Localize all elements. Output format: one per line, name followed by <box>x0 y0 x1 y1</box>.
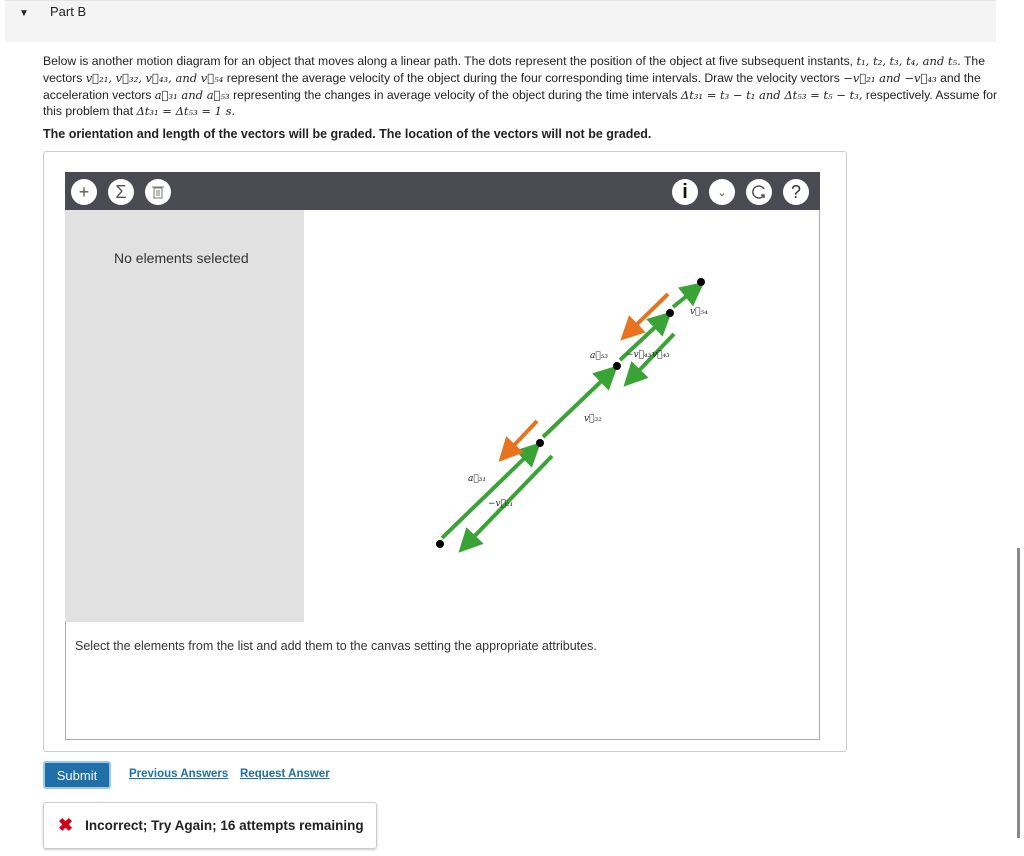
label-v32: v⃗₃₂ <box>584 414 602 424</box>
submit-button[interactable]: Submit <box>43 761 111 789</box>
help-icon[interactable]: ? <box>783 179 809 205</box>
label-neg-v21: −v⃗₂₁ <box>488 499 514 509</box>
collapse-triangle-icon[interactable]: ▼ <box>19 8 29 19</box>
element-sidebar <box>65 210 304 622</box>
feedback-text: Incorrect; Try Again; 16 attempts remaining <box>85 818 364 833</box>
motion-diagram[interactable] <box>406 263 722 578</box>
label-v54: v⃗₅₄ <box>690 307 708 317</box>
chevron-down-icon[interactable]: ⌄ <box>709 179 735 205</box>
request-answer-link[interactable]: Request Answer <box>240 768 330 780</box>
label-v43: v⃗₄₃ <box>652 350 670 360</box>
incorrect-icon: ✖ <box>58 815 74 835</box>
position-dot-3 <box>613 362 621 370</box>
previous-answers-link[interactable]: Previous Answers <box>129 768 229 780</box>
grading-note: The orientation and length of the vectors will be graded. The location of the vectors will not be graded. <box>43 127 652 141</box>
part-header[interactable] <box>5 0 996 42</box>
plus-icon[interactable]: + <box>71 179 97 205</box>
sigma-icon[interactable]: Σ <box>108 179 134 205</box>
label-a31: a⃗₃₁ <box>468 474 486 484</box>
position-dot-4 <box>666 309 674 317</box>
label-neg-v43: −v⃗₄₃ <box>626 350 652 360</box>
info-icon[interactable]: i <box>672 179 698 205</box>
scrollbar[interactable] <box>1017 548 1020 838</box>
reset-icon[interactable] <box>746 179 772 205</box>
position-dot-2 <box>536 439 544 447</box>
canvas-hint: Select the elements from the list and add them to the canvas setting the appropriate attributes. <box>75 639 597 653</box>
toolbar <box>65 172 820 210</box>
position-dot-1 <box>436 540 444 548</box>
trash-icon[interactable] <box>145 179 171 205</box>
question-text: Below is another motion diagram for an object that moves along a linear path. The dots represent the position of the object at five subsequent instants, t₁, t₂, t₃, t₄, and t₅. The vectors v⃗₂₁, v⃗₃₂, v⃗₄₃, and v⃗₅₄ represent the average velocity of the object during the four corresponding time intervals. Draw the velocity vectors −v⃗₂₁ and −v⃗₄₃ and the acceleration vectors a⃗₃₁ and a⃗₅₃ representing the changes in average velocity of the object during the time intervals Δt₃₁ = t₃ − t₁ and Δt₅₃ = t₅ − t₃, respectively. Assume for this problem that Δt₃₁ = Δt₅₃ = 1 s. <box>43 54 998 119</box>
position-dot-5 <box>697 278 705 286</box>
no-selection-text: No elements selected <box>114 250 249 266</box>
label-a53: a⃗₅₃ <box>590 351 608 361</box>
part-title: Part B <box>50 4 87 19</box>
feedback-box <box>43 802 377 849</box>
